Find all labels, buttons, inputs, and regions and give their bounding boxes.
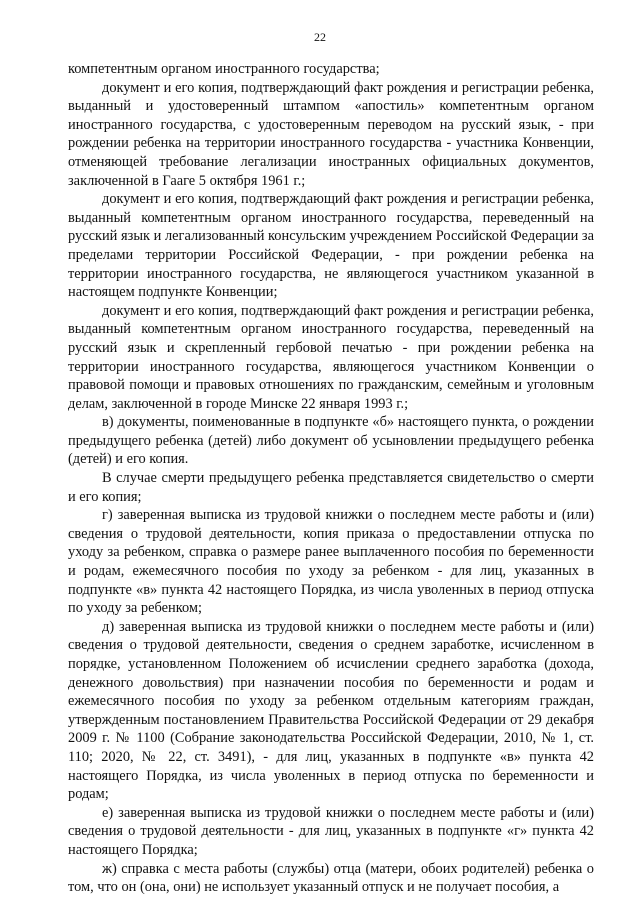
paragraph-item-v: в) документы, поименованные в подпункте «б» настоящего пункта, о рождении предыдущего ребенка (детей) либо документ об усыновлении предыдущего ребенка (детей) и его копия. (68, 414, 594, 468)
paragraph-death-certificate: В случае смерти предыдущего ребенка представляется свидетельство о смерти и его копия; (68, 470, 594, 505)
paragraph-continuation: компетентным органом иностранного государства; (68, 61, 380, 77)
paragraph-item-g: г) заверенная выписка из трудовой книжки о последнем месте работы и (или) сведения о трудовой деятельности, копия приказа о предоставлении отпуска по уходу за ребенком, справка о размере ранее выплаченного пособия по беременности и родам, ежемесячного пособия по уходу за ребенком - для лиц, указанных в подпункте «в» пункта 42 настоящего Порядка, из числа уволенных в период отпуска по уходу за ребенком; (68, 507, 594, 617)
paragraph-item-e: е) заверенная выписка из трудовой книжки о последнем месте работы и (или) сведения о трудовой деятельности - для лиц, указанных в подпункте «г» пункта 42 настоящего Порядка; (68, 804, 594, 858)
page-number: 22 (314, 30, 326, 44)
paragraph-item-d: д) заверенная выписка из трудовой книжки о последнем месте работы и (или) сведения о трудовой деятельности, сведения о среднем заработке, исчисленном в порядке, установленном Положением об исчислении среднего заработка (дохода, денежного довольствия) при назначении пособия по беременности и родам и ежемесячного пособия по уходу за ребенком отдельным категориям граждан, утвержденным постановлением Правительства Российской Федерации от 29 декабря 2009 г. № 1100 (Собрание законодательства Российской Федерации, 2010, № 1, ст. 110; 2020, № 22, ст. 3491), - для лиц, указанных в подпункте «в» пункта 42 настоящего Порядка, из числа уволенных в период отпуска по беременности и родам; (68, 618, 594, 803)
paragraph-apostille-document: документ и его копия, подтверждающий факт рождения и регистрации ребенка, выданный и удостоверенный штампом «апостиль» компетентным органом иностранного государства, с удостоверенным переводом на русский язык, - при рождении ребенка на территории иностранного государства - участника Конвенции, отменяющей требование легализации иностранных официальных документов, заключенной в Гааге 5 октября 1961 г.; (68, 79, 594, 189)
paragraph-item-zh: ж) справка с места работы (службы) отца (матери, обоих родителей) ребенка о том, что он (она, они) не использует указанный отпуск и не получает пособия, а (68, 860, 594, 896)
paragraph-legalized-document: документ и его копия, подтверждающий факт рождения и регистрации ребенка, выданный компетентным органом иностранного государства, переведенный на русский язык и легализованный консульским учреждением Российской Федерации за пределами территории Российской Федерации, - при рождении ребенка на территории иностранного государства, не являющегося участником указанной в настоящем подпункте Конвенции; (68, 191, 594, 301)
paragraph-minsk-convention-document: документ и его копия, подтверждающий факт рождения и регистрации ребенка, выданный компетентным органом иностранного государства, переведенный на русский язык и скрепленный гербовой печатью - при рождении ребенка на территории иностранного государства, являющегося участником Конвенции о правовой помощи и правовых отношениях по гражданским, семейным и уголовным делам, заключенной в городе Минске 22 января 1993 г.; (68, 302, 594, 412)
document-body (68, 60, 594, 897)
